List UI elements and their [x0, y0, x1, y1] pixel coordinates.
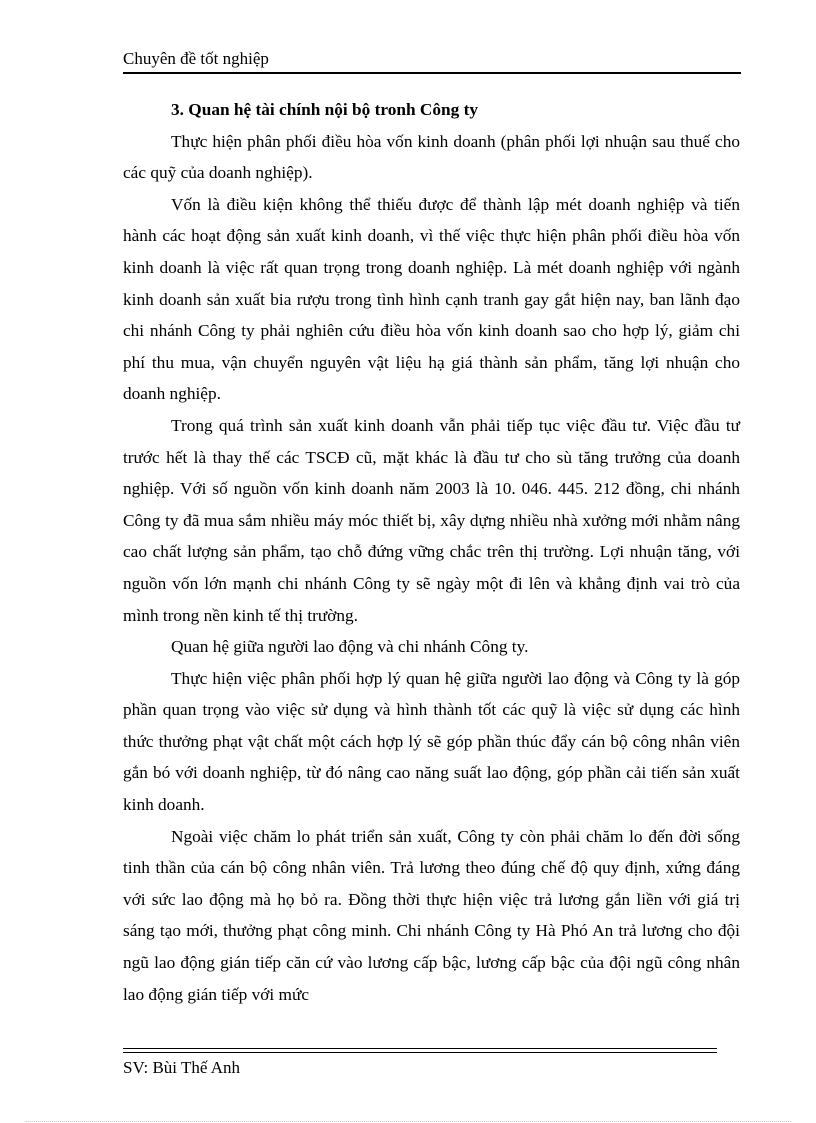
paragraph-4: Quan hệ giữa người lao động và chi nhánh Công ty. [171, 637, 529, 657]
footer-author: SV: Bùi Thế Anh [123, 1058, 240, 1077]
document-title: Chuyên đề tốt nghiệp [123, 49, 269, 68]
paragraph-2: Vốn là điều kiện không thể thiếu được để thành lập mét doanh nghiệp và tiến hành các hoạt động sản xuất kinh doanh, vì thế việc thực hiện phân phối điều hòa vốn kinh doanh là việc rất quan trọng trong doanh nghiệp. Là mét doanh nghiệp với ngành kinh doanh sản xuất bia rượu trong tình hình cạnh tranh gay gắt hiện nay, ban lãnh đạo chi nhánh Công ty phải nghiên cứu điều hòa vốn kinh doanh sao cho hợp lý, giảm chi phí thu mua, vận chuyển nguyên vật liệu hạ giá thành sản phẩm, tăng lợi nhuận cho doanh nghiệp. [123, 194, 740, 404]
paragraph-5: Thực hiện việc phân phối hợp lý quan hệ giữa người lao động và Công ty là góp phần quan trọng vào việc sử dụng và hình thành tốt các quỹ là việc sử dụng các hình thức thưởng phạt vật chất một cách hợp lý sẽ góp phần thúc đẩy cán bộ công nhân viên gắn bó với doanh nghiệp, từ đó nâng cao năng suất lao động, góp phần cải tiến sản xuất kinh doanh. [123, 668, 740, 815]
page-header [123, 48, 741, 74]
paragraph-3: Trong quá trình sản xuất kinh doanh vẫn phải tiếp tục việc đầu tư. Việc đầu tư trước hết là thay thế các TSCĐ cũ, mặt khác là đầu tư cho sù tăng trưởng của doanh nghiệp. Với số nguồn vốn kinh doanh năm 2003 là 10. 046. 445. 212 đồng, chi nhánh Công ty đã mua sắm nhiều máy móc thiết bị, xây dựng nhiều nhà xưởng mới nhằm nâng cao chất lượng sản phẩm, tạo chỗ đứng vững chắc trên thị trường. Lợi nhuận tăng, với nguồn vốn lớn mạnh chi nhánh Công ty sẽ ngày một đi lên và khẳng định vai trò của mình trong nền kinh tế thị trường. [123, 415, 740, 625]
page-bottom-edge [25, 1121, 791, 1122]
footer-divider [123, 1048, 717, 1053]
paragraph-1: Thực hiện phân phối điều hòa vốn kinh doanh (phân phối lợi nhuận sau thuế cho các quỹ của doanh nghiệp). [123, 131, 740, 183]
section-heading: 3. Quan hệ tài chính nội bộ tronh Công ty [171, 100, 478, 119]
page-footer [123, 1048, 717, 1079]
paragraph-6: Ngoài việc chăm lo phát triển sản xuất, Công ty còn phải chăm lo đến đời sống tinh thần của cán bộ công nhân viên. Trả lương theo đúng chế độ quy định, xứng đáng với sức lao động mà họ bỏ ra. Đồng thời thực hiện việc trả lương gắn liền với giá trị sáng tạo mới, thưởng phạt công minh. Chi nhánh Công ty Hà Phó An trả lương cho đội ngũ lao động gián tiếp căn cứ vào lương cấp bậc, lương cấp bậc của đội ngũ công nhân lao động gián tiếp với mức [123, 826, 740, 1004]
document-body [123, 94, 740, 1010]
